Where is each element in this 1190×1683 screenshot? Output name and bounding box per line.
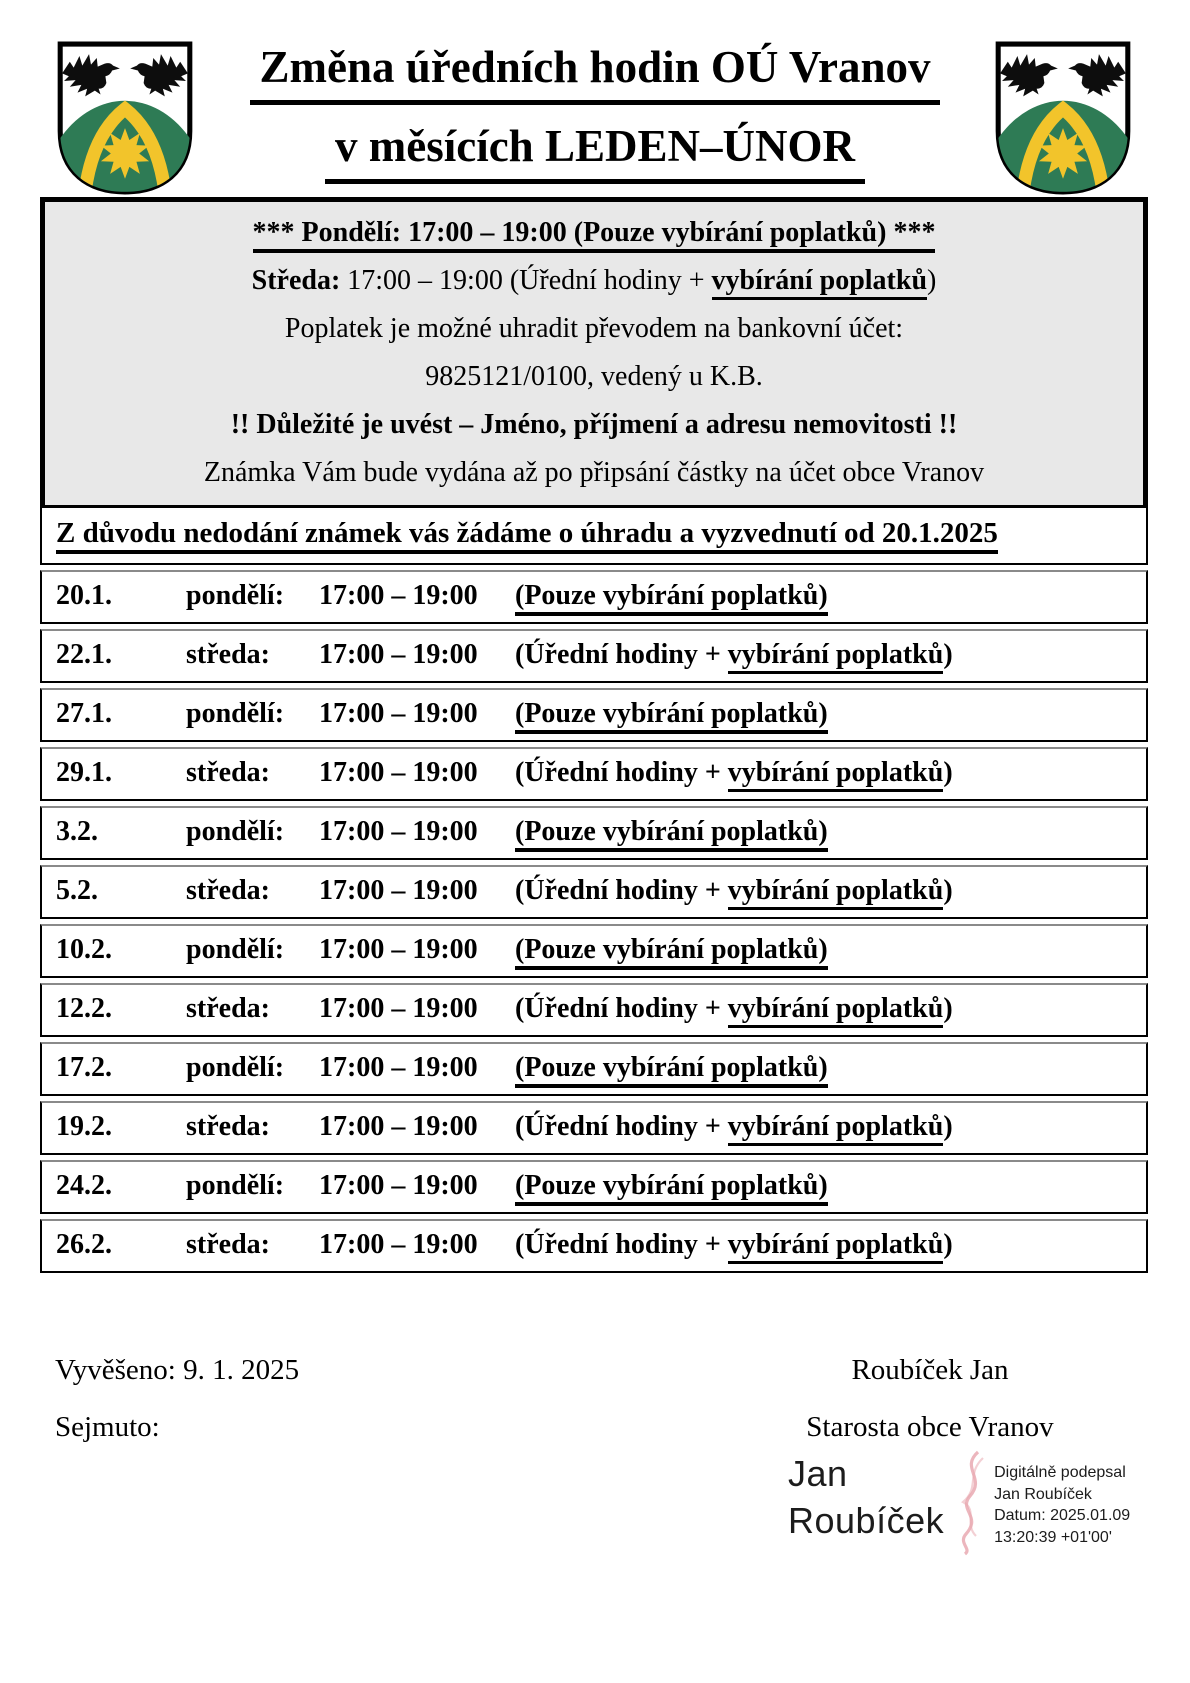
schedule-time: 17:00 – 19:00: [319, 639, 478, 670]
schedule-row: [40, 688, 1148, 742]
schedule-description: [515, 1051, 1132, 1084]
stamp-note-line: Známka Vám bude vydána až po připsání částky na účet obce Vranov: [203, 457, 985, 488]
schedule-description: (Úřední hodiny + vybírání poplatků): [515, 874, 1132, 907]
schedule-description-underline: (Pouze vybírání poplatků): [515, 934, 828, 970]
digital-signature-details: Digitálně podepsal Jan Roubíček Datum: 2025.01.09 13:20:39 +01'00': [994, 1464, 1131, 1546]
schedule-row: [40, 570, 1148, 624]
wednesday-hours-line: Středa: 17:00 – 19:00 (Úřední hodiny + vybírání poplatků): [51, 257, 1137, 305]
schedule-day: pondělí:: [186, 816, 285, 847]
schedule-time: 17:00 – 19:00: [319, 698, 478, 729]
removed-date-line: Sejmuto:: [55, 1411, 160, 1443]
signatory-block: [788, 1352, 1072, 1445]
schedule-row: [40, 629, 1148, 683]
schedule-date: 29.1.: [56, 757, 112, 788]
posting-dates: [55, 1352, 299, 1445]
schedule-row: [40, 1219, 1148, 1273]
schedule-description-underline: (Pouze vybírání poplatků): [515, 816, 828, 852]
schedule-date: 3.2.: [56, 816, 98, 847]
digital-signature-block: [788, 1450, 1130, 1556]
schedule-day: pondělí:: [186, 698, 285, 729]
important-note-line: !! Důležité je uvést – Jméno, příjmení a adresu nemovitosti !!: [230, 409, 958, 440]
schedule-time: 17:00 – 19:00: [319, 934, 478, 965]
schedule-date: 19.2.: [56, 1111, 112, 1142]
schedule-day: středa:: [186, 993, 270, 1024]
schedule-day: středa:: [186, 1229, 270, 1260]
vranov-coat-of-arms-icon: [54, 38, 196, 198]
schedule-description-underline: (Pouze vybírání poplatků): [515, 580, 828, 616]
schedule-table-header: Z důvodu nedodání známek vás žádáme o úhradu a vyzvednutí od 20.1.2025: [40, 505, 1148, 565]
schedule-description-underline: (Pouze vybírání poplatků): [515, 1052, 828, 1088]
signatory-role: Starosta obce Vranov: [806, 1411, 1054, 1443]
schedule-row: [40, 924, 1148, 978]
schedule-row: [40, 865, 1148, 919]
schedule-time: 17:00 – 19:00: [319, 816, 478, 847]
schedule-day: středa:: [186, 1111, 270, 1142]
schedule-time: 17:00 – 19:00: [319, 757, 478, 788]
schedule-time: 17:00 – 19:00: [319, 1052, 478, 1083]
schedule-day: středa:: [186, 757, 270, 788]
schedule-day: pondělí:: [186, 580, 285, 611]
schedule-description: [515, 697, 1132, 730]
schedule-row: [40, 747, 1148, 801]
schedule-time: 17:00 – 19:00: [319, 993, 478, 1024]
bank-account-line: 9825121/0100, vedený u K.B.: [425, 361, 763, 392]
schedule-row: [40, 983, 1148, 1037]
schedule-day: pondělí:: [186, 1170, 285, 1201]
schedule-date: 24.2.: [56, 1170, 112, 1201]
schedule-description-underline: vybírání poplatků: [728, 1111, 944, 1146]
schedule-description: (Úřední hodiny + vybírání poplatků): [515, 1110, 1132, 1143]
signature-ribbon-icon: [950, 1450, 994, 1556]
schedule-date: 12.2.: [56, 993, 112, 1024]
schedule-description: (Úřední hodiny + vybírání poplatků): [515, 756, 1132, 789]
payment-info-line: Poplatek je možné uhradit převodem na bankovní účet:: [284, 313, 904, 344]
schedule-row: [40, 1042, 1148, 1096]
schedule-time: 17:00 – 19:00: [319, 580, 478, 611]
schedule-time: 17:00 – 19:00: [319, 1111, 478, 1142]
schedule-time: 17:00 – 19:00: [319, 1229, 478, 1260]
document-title: [200, 40, 990, 198]
schedule-description: [515, 579, 1132, 612]
schedule-row: [40, 1101, 1148, 1155]
schedule-rows: [40, 570, 1148, 1273]
schedule-description-underline: vybírání poplatků: [728, 875, 944, 910]
schedule-day: pondělí:: [186, 934, 285, 965]
schedule-description-underline: (Pouze vybírání poplatků): [515, 698, 828, 734]
schedule-day: středa:: [186, 639, 270, 670]
schedule-description: (Úřední hodiny + vybírání poplatků): [515, 992, 1132, 1025]
schedule-row: [40, 806, 1148, 860]
schedule-description: [515, 815, 1132, 848]
schedule-time: 17:00 – 19:00: [319, 1170, 478, 1201]
office-hours-info-box: [40, 197, 1148, 512]
schedule-day: pondělí:: [186, 1052, 285, 1083]
schedule-date: 10.2.: [56, 934, 112, 965]
schedule-date: 26.2.: [56, 1229, 112, 1260]
schedule-date: 5.2.: [56, 875, 98, 906]
signatory-name: Roubíček Jan: [851, 1354, 1009, 1386]
schedule-date: 27.1.: [56, 698, 112, 729]
posted-date-line: Vyvěšeno: 9. 1. 2025: [55, 1354, 300, 1386]
schedule-description-underline: vybírání poplatků: [728, 993, 944, 1028]
schedule-description-underline: (Pouze vybírání poplatků): [515, 1170, 828, 1206]
schedule-row: [40, 1160, 1148, 1214]
title-line-1: Změna úředních hodin OÚ Vranov: [250, 40, 941, 105]
schedule-description: (Úřední hodiny + vybírání poplatků): [515, 638, 1132, 671]
schedule-date: 22.1.: [56, 639, 112, 670]
schedule-description-underline: vybírání poplatků: [728, 757, 944, 792]
schedule-day: středa:: [186, 875, 270, 906]
schedule-date: 20.1.: [56, 580, 112, 611]
title-line-2: v měsících LEDEN–ÚNOR: [325, 119, 865, 184]
monday-hours-line: *** Pondělí: 17:00 – 19:00 (Pouze vybírání poplatků) ***: [51, 209, 1137, 257]
schedule-table: [40, 505, 1148, 1278]
schedule-description-underline: vybírání poplatků: [728, 1229, 944, 1264]
digital-signature-name: Jan Roubíček: [788, 1453, 945, 1541]
schedule-description: [515, 1169, 1132, 1202]
schedule-description: (Úřední hodiny + vybírání poplatků): [515, 1228, 1132, 1261]
schedule-description: [515, 933, 1132, 966]
vranov-coat-of-arms-icon: [992, 38, 1134, 198]
schedule-description-underline: vybírání poplatků: [728, 639, 944, 674]
schedule-date: 17.2.: [56, 1052, 112, 1083]
schedule-time: 17:00 – 19:00: [319, 875, 478, 906]
